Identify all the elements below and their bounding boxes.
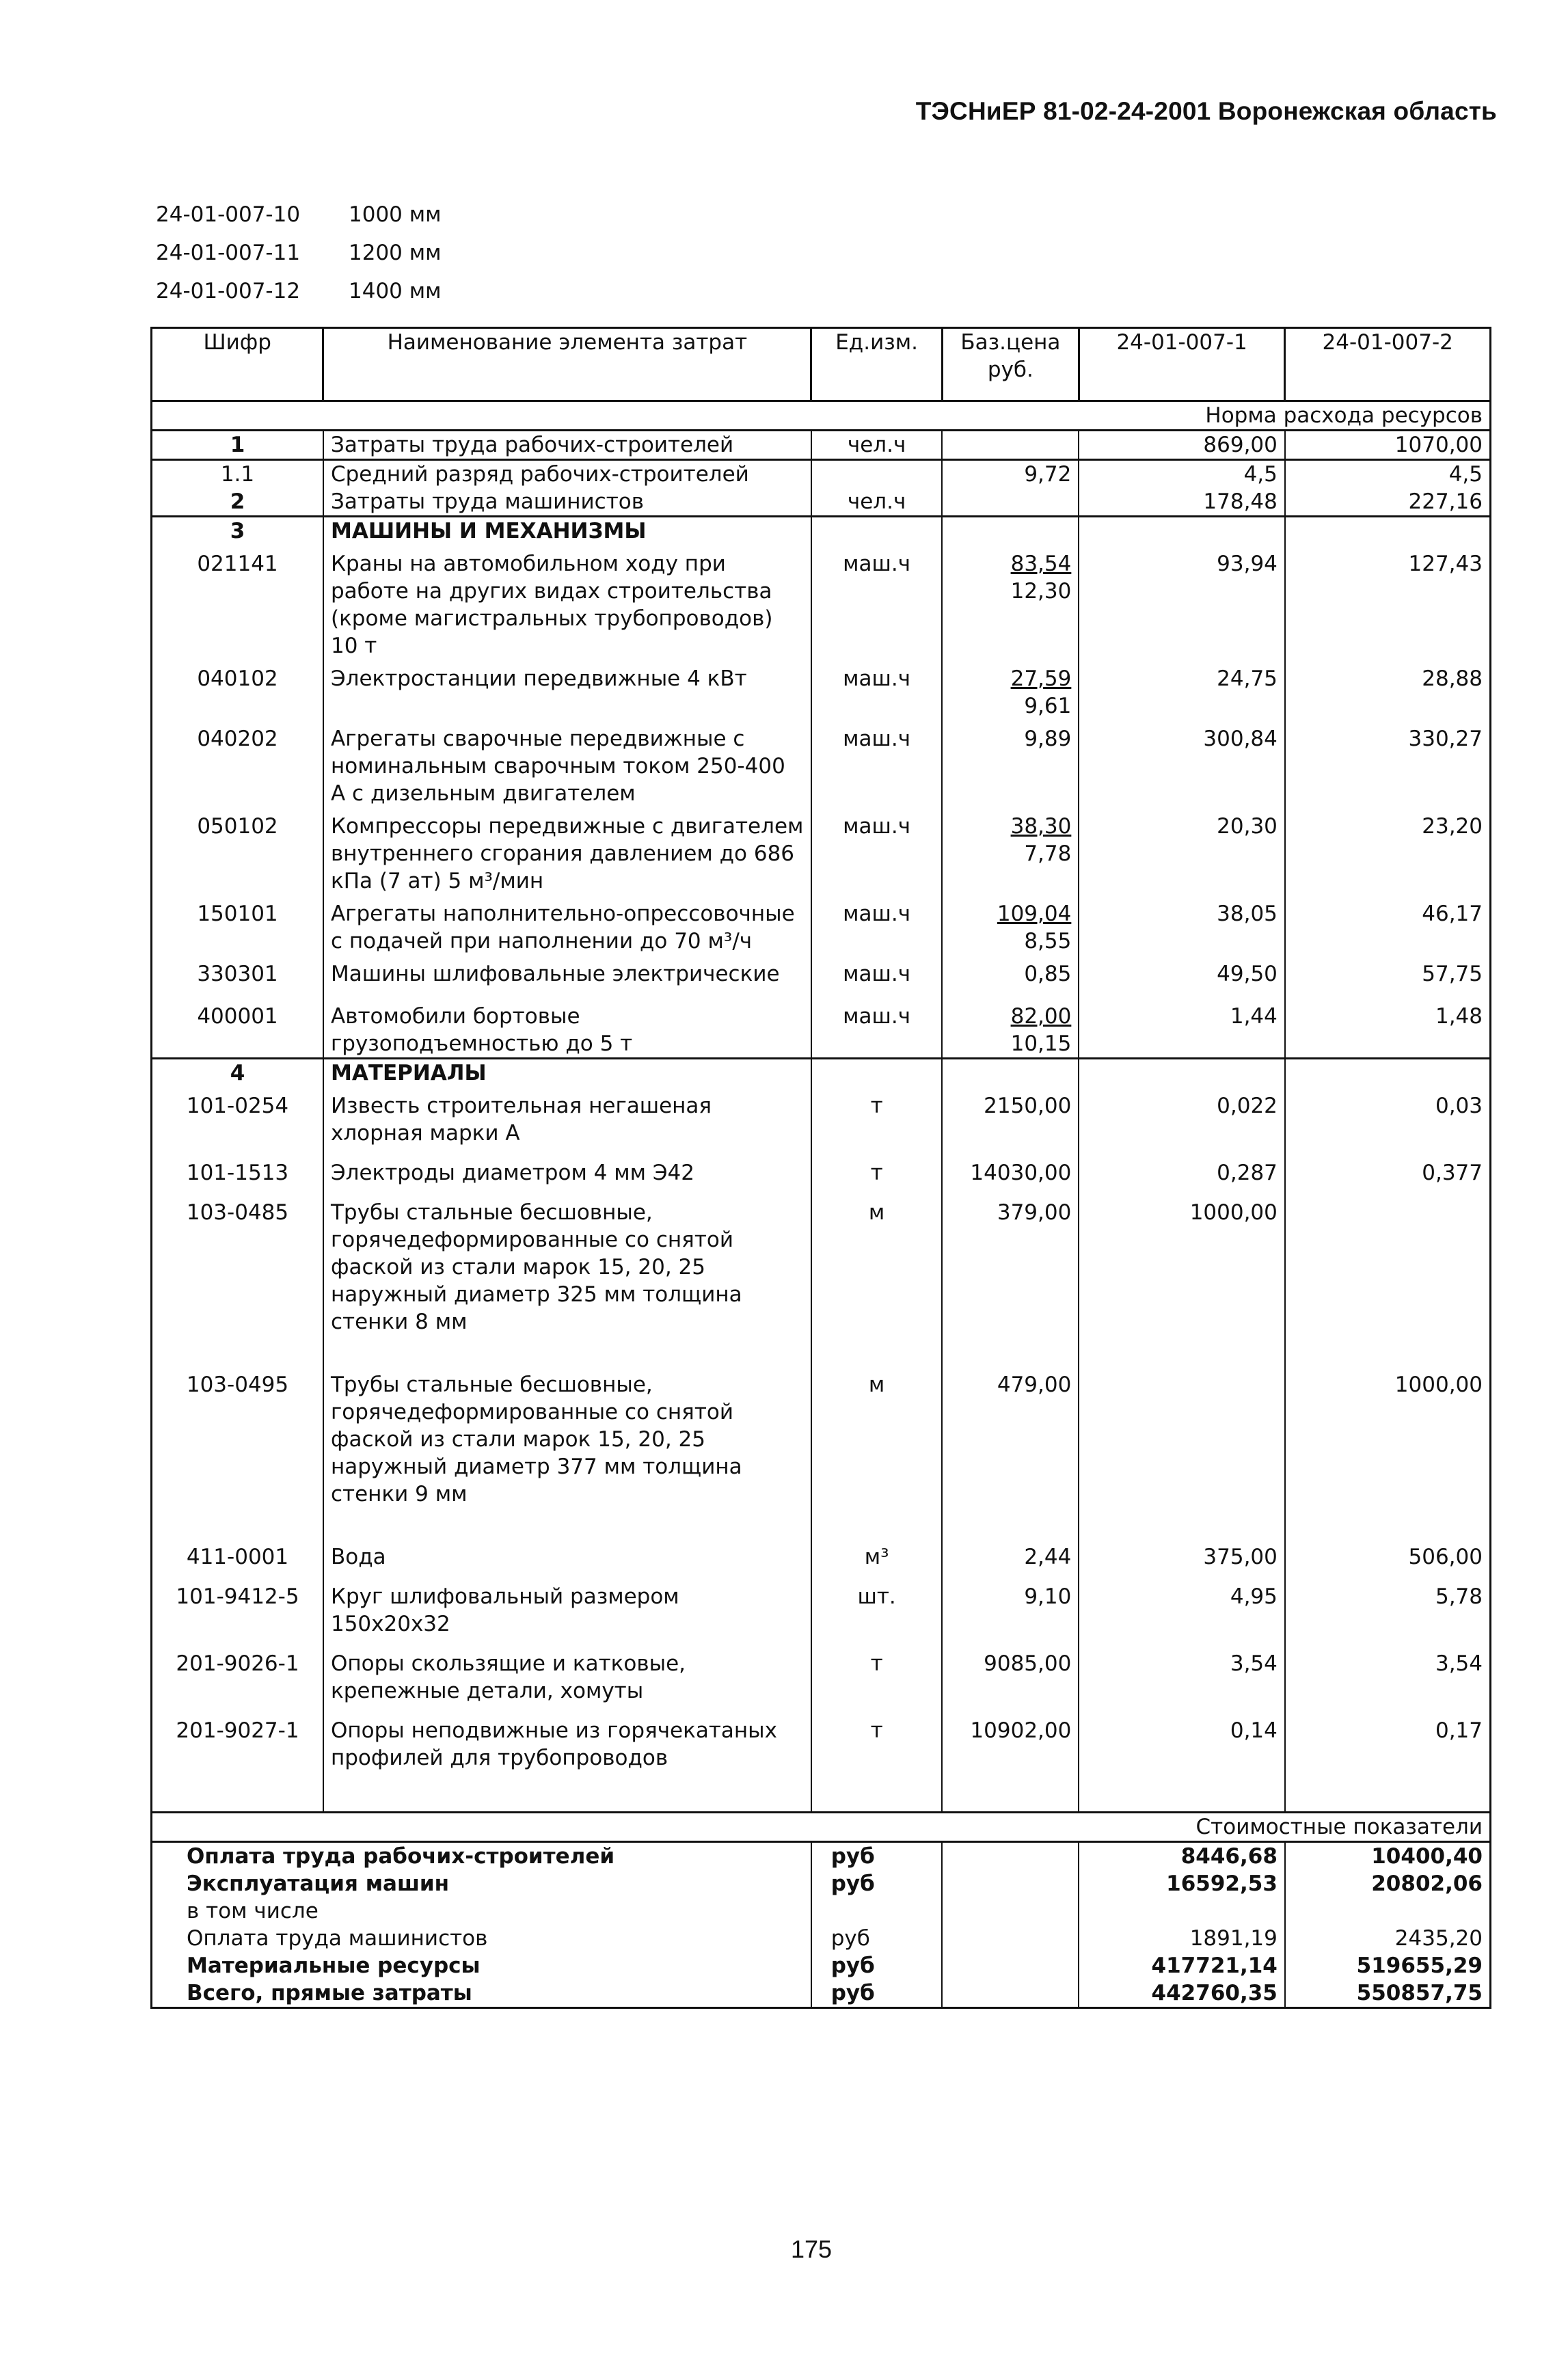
row-price <box>942 955 1079 997</box>
row-v2: 127,43 <box>1285 545 1491 660</box>
norm-section-header <box>152 401 1491 431</box>
cost-section-header <box>152 1813 1491 1842</box>
base-price: 27,59 <box>1010 666 1072 691</box>
header-v1: 24-01-007-1 <box>1079 328 1285 401</box>
header-unit: Ед.изм. <box>811 328 943 401</box>
base-price: 0,85 <box>1024 962 1072 986</box>
table-row <box>152 955 1491 997</box>
machines-section-empty <box>1079 517 1285 545</box>
row-code: 411-0001 <box>152 1538 323 1578</box>
spacer-cell <box>152 1778 323 1813</box>
cost-unit: руб <box>811 1842 943 1871</box>
cost-row <box>152 1925 1491 1952</box>
row-price <box>942 895 1079 955</box>
row-price: 379,00 <box>942 1193 1079 1366</box>
code-number: 24-01-007-12 <box>156 279 301 303</box>
table-row <box>152 1193 1491 1366</box>
row-name: Трубы стальные бесшовные, горячедеформированные со снятой фаской из стали марок 15, 20, 25 наружный диаметр 377 мм толщина стенки 9 мм <box>323 1366 811 1538</box>
cost-name: Оплата труда рабочих-строителей <box>152 1842 811 1871</box>
row-v1 <box>1079 1366 1285 1538</box>
row-price: 479,00 <box>942 1366 1079 1538</box>
row-code: 101-9412-5 <box>152 1578 323 1645</box>
row-unit: т <box>811 1087 943 1154</box>
cost-v1 <box>1079 1897 1285 1925</box>
row-v2: 0,17 <box>1285 1712 1491 1778</box>
row-unit: маш.ч <box>811 997 943 1059</box>
row-v1: 0,022 <box>1079 1087 1285 1154</box>
row-unit: м <box>811 1366 943 1538</box>
operator-wage-price: 9,61 <box>1024 694 1072 718</box>
cost-empty <box>942 1925 1079 1952</box>
materials-section <box>152 1059 1491 1087</box>
row-price <box>942 488 1079 517</box>
row-unit: шт. <box>811 1578 943 1645</box>
table-row <box>152 807 1491 895</box>
row-unit <box>811 460 943 489</box>
base-price: 38,30 <box>1010 814 1072 839</box>
code-size: 1400 мм <box>349 279 442 303</box>
row-unit: маш.ч <box>811 720 943 807</box>
row-price <box>942 660 1079 720</box>
row-v1: 178,48 <box>1079 488 1285 517</box>
row-code: 1 <box>152 431 323 460</box>
cost-v2: 550857,75 <box>1285 1979 1491 2008</box>
materials-section-empty <box>942 1059 1079 1087</box>
row-v2: 1000,00 <box>1285 1366 1491 1538</box>
row-v2: 0,03 <box>1285 1087 1491 1154</box>
row-price: 9085,00 <box>942 1645 1079 1712</box>
cost-empty <box>942 1897 1079 1925</box>
row-v2: 57,75 <box>1285 955 1491 997</box>
cost-empty <box>942 1842 1079 1871</box>
row-v2: 330,27 <box>1285 720 1491 807</box>
row-v1: 869,00 <box>1079 431 1285 460</box>
materials-section-empty <box>1079 1059 1285 1087</box>
row-price: 9,10 <box>942 1578 1079 1645</box>
row-v2: 46,17 <box>1285 895 1491 955</box>
cost-v1: 16592,53 <box>1079 1870 1285 1897</box>
row-name: Компрессоры передвижные с двигателем внутреннего сгорания давлением до 686 кПа (7 ат) 5 м³/мин <box>323 807 811 895</box>
row-v2 <box>1285 1193 1491 1366</box>
row-name: Известь строительная негашеная хлорная марки А <box>323 1087 811 1154</box>
code-number: 24-01-007-10 <box>156 202 301 227</box>
row-name: Краны на автомобильном ходу при работе на других видах строительства (кроме магистральных трубопроводов) 10 т <box>323 545 811 660</box>
operator-wage-price: 10,15 <box>1010 1031 1072 1056</box>
row-name: Машины шлифовальные электрические <box>323 955 811 997</box>
row-price <box>942 431 1079 460</box>
row-price: 10902,00 <box>942 1712 1079 1778</box>
table-row <box>152 460 1491 489</box>
row-name: Круг шлифовальный размером 150x20x32 <box>323 1578 811 1645</box>
row-code: 050102 <box>152 807 323 895</box>
row-v2: 4,5 <box>1285 460 1491 489</box>
cost-v2: 2435,20 <box>1285 1925 1491 1952</box>
row-name: Вода <box>323 1538 811 1578</box>
code-list-item <box>156 272 442 310</box>
row-v1: 24,75 <box>1079 660 1285 720</box>
row-code: 101-0254 <box>152 1087 323 1154</box>
spacer-cell <box>1079 1778 1285 1813</box>
code-list <box>156 195 442 310</box>
row-v1: 1000,00 <box>1079 1193 1285 1366</box>
row-v2: 28,88 <box>1285 660 1491 720</box>
spacer-cell <box>323 1778 811 1813</box>
base-price: 83,54 <box>1010 552 1072 576</box>
row-unit: маш.ч <box>811 660 943 720</box>
row-price: 14030,00 <box>942 1154 1079 1193</box>
cost-unit: руб <box>811 1952 943 1979</box>
row-name: Электростанции передвижные 4 кВт <box>323 660 811 720</box>
row-code: 2 <box>152 488 323 517</box>
row-v2: 0,377 <box>1285 1154 1491 1193</box>
materials-section-title: МАТЕРИАЛЫ <box>323 1059 811 1087</box>
code-size: 1000 мм <box>349 202 442 227</box>
cost-row <box>152 1952 1491 1979</box>
row-v1: 4,95 <box>1079 1578 1285 1645</box>
spacer-row <box>152 1778 1491 1813</box>
row-price <box>942 545 1079 660</box>
row-code: 330301 <box>152 955 323 997</box>
row-name: Опоры скользящие и катковые, крепежные детали, хомуты <box>323 1645 811 1712</box>
row-name: Автомобили бортовые грузоподъемностью до 5 т <box>323 997 811 1059</box>
cost-name: Всего, прямые затраты <box>152 1979 811 2008</box>
row-v2: 5,78 <box>1285 1578 1491 1645</box>
cost-row <box>152 1979 1491 2008</box>
machines-section-title: МАШИНЫ И МЕХАНИЗМЫ <box>323 517 811 545</box>
cost-unit <box>811 1897 943 1925</box>
materials-section-empty <box>811 1059 943 1087</box>
row-code: 040202 <box>152 720 323 807</box>
row-name: Агрегаты наполнительно-опрессовочные с подачей при наполнении до 70 м³/ч <box>323 895 811 955</box>
cost-v1: 8446,68 <box>1079 1842 1285 1871</box>
operator-wage-price: 7,78 <box>1024 841 1072 866</box>
base-price: 9,89 <box>1024 727 1072 751</box>
operator-wage-price: 8,55 <box>1024 929 1072 953</box>
cost-v2: 10400,40 <box>1285 1842 1491 1871</box>
cost-v2: 519655,29 <box>1285 1952 1491 1979</box>
header-name: Наименование элемента затрат <box>323 328 811 401</box>
cost-name: в том числе <box>152 1897 811 1925</box>
base-price: 82,00 <box>1010 1004 1072 1029</box>
row-code: 040102 <box>152 660 323 720</box>
row-code: 1.1 <box>152 460 323 489</box>
row-v2: 1070,00 <box>1285 431 1491 460</box>
row-unit: м³ <box>811 1538 943 1578</box>
page-number: 175 <box>790 2235 833 2263</box>
header-code: Шифр <box>152 328 323 401</box>
cost-section-header-label: Стоимостные показатели <box>152 1813 1491 1842</box>
row-unit: т <box>811 1712 943 1778</box>
row-v2: 227,16 <box>1285 488 1491 517</box>
row-v2: 1,48 <box>1285 997 1491 1059</box>
cost-row <box>152 1870 1491 1897</box>
cost-unit: руб <box>811 1870 943 1897</box>
row-unit: маш.ч <box>811 955 943 997</box>
spacer-cell <box>811 1778 943 1813</box>
row-price: 9,72 <box>942 460 1079 489</box>
row-v1: 38,05 <box>1079 895 1285 955</box>
operator-wage-price: 12,30 <box>1010 579 1072 604</box>
table-row <box>152 720 1491 807</box>
row-code: 400001 <box>152 997 323 1059</box>
row-name: Затраты труда рабочих-строителей <box>323 431 811 460</box>
table-row <box>152 1538 1491 1578</box>
table-row <box>152 1366 1491 1538</box>
row-v2: 3,54 <box>1285 1645 1491 1712</box>
table-row <box>152 431 1491 460</box>
header-v2: 24-01-007-2 <box>1285 328 1491 401</box>
row-code: 103-0495 <box>152 1366 323 1538</box>
row-v1: 93,94 <box>1079 545 1285 660</box>
machines-section <box>152 517 1491 545</box>
row-price <box>942 807 1079 895</box>
cost-v2: 20802,06 <box>1285 1870 1491 1897</box>
row-unit: чел.ч <box>811 431 943 460</box>
cost-v2 <box>1285 1897 1491 1925</box>
row-price <box>942 720 1079 807</box>
table-row <box>152 1154 1491 1193</box>
spacer-cell <box>942 1778 1079 1813</box>
machines-section-empty <box>942 517 1079 545</box>
cost-v1: 1891,19 <box>1079 1925 1285 1952</box>
row-name: Электроды диаметром 4 мм Э42 <box>323 1154 811 1193</box>
row-v2: 506,00 <box>1285 1538 1491 1578</box>
cost-row <box>152 1842 1491 1871</box>
cost-name: Материальные ресурсы <box>152 1952 811 1979</box>
machines-section-empty <box>1285 517 1491 545</box>
row-code: 150101 <box>152 895 323 955</box>
row-unit: м <box>811 1193 943 1366</box>
spacer-cell <box>1285 1778 1491 1813</box>
row-name: Опоры неподвижные из горячекатаных профилей для трубопроводов <box>323 1712 811 1778</box>
table-row <box>152 1645 1491 1712</box>
row-name: Трубы стальные бесшовные, горячедеформированные со снятой фаской из стали марок 15, 20, 25 наружный диаметр 325 мм толщина стенки 8 мм <box>323 1193 811 1366</box>
row-name: Затраты труда машинистов <box>323 488 811 517</box>
row-v1: 0,14 <box>1079 1712 1285 1778</box>
row-price: 2,44 <box>942 1538 1079 1578</box>
row-code: 103-0485 <box>152 1193 323 1366</box>
code-size: 1200 мм <box>349 241 442 265</box>
cost-unit: руб <box>811 1925 943 1952</box>
row-unit: маш.ч <box>811 545 943 660</box>
cost-name: Эксплуатация машин <box>152 1870 811 1897</box>
cost-row <box>152 1897 1491 1925</box>
code-number: 24-01-007-11 <box>156 241 301 265</box>
row-v1: 4,5 <box>1079 460 1285 489</box>
table-row <box>152 545 1491 660</box>
code-list-item <box>156 234 442 272</box>
machines-section-empty <box>811 517 943 545</box>
row-unit: т <box>811 1645 943 1712</box>
cost-empty <box>942 1952 1079 1979</box>
row-price: 2150,00 <box>942 1087 1079 1154</box>
row-v1: 375,00 <box>1079 1538 1285 1578</box>
row-v1: 49,50 <box>1079 955 1285 997</box>
cost-v1: 417721,14 <box>1079 1952 1285 1979</box>
row-price <box>942 997 1079 1059</box>
cost-v1: 442760,35 <box>1079 1979 1285 2008</box>
table-header-row <box>152 328 1491 401</box>
norm-section-header-label: Норма расхода ресурсов <box>152 401 1491 431</box>
row-name: Средний разряд рабочих-строителей <box>323 460 811 489</box>
row-unit: маш.ч <box>811 807 943 895</box>
row-v1: 3,54 <box>1079 1645 1285 1712</box>
table-row <box>152 1578 1491 1645</box>
header-price: Баз.цена руб. <box>942 328 1079 401</box>
table-row <box>152 1087 1491 1154</box>
row-unit: маш.ч <box>811 895 943 955</box>
row-code: 021141 <box>152 545 323 660</box>
row-name: Агрегаты сварочные передвижные с номинальным сварочным током 250-400 А с дизельным двигателем <box>323 720 811 807</box>
table-row <box>152 1712 1491 1778</box>
table-row <box>152 895 1491 955</box>
materials-section-empty <box>1285 1059 1491 1087</box>
row-code: 201-9027-1 <box>152 1712 323 1778</box>
machines-section-code: 3 <box>152 517 323 545</box>
table-row <box>152 660 1491 720</box>
row-code: 201-9026-1 <box>152 1645 323 1712</box>
resource-table <box>150 327 1491 2009</box>
cost-empty <box>942 1870 1079 1897</box>
cost-unit: руб <box>811 1979 943 2008</box>
materials-section-code: 4 <box>152 1059 323 1087</box>
row-v1: 1,44 <box>1079 997 1285 1059</box>
row-v1: 300,84 <box>1079 720 1285 807</box>
base-price: 109,04 <box>997 902 1072 926</box>
code-list-item <box>156 195 442 234</box>
row-code: 101-1513 <box>152 1154 323 1193</box>
table-row <box>152 997 1491 1059</box>
row-v1: 0,287 <box>1079 1154 1285 1193</box>
document-header-title: ТЭСНиЕР 81-02-24-2001 Воронежская область <box>915 97 1497 125</box>
row-v1: 20,30 <box>1079 807 1285 895</box>
row-v2: 23,20 <box>1285 807 1491 895</box>
cost-empty <box>942 1979 1079 2008</box>
table-row <box>152 488 1491 517</box>
row-unit: т <box>811 1154 943 1193</box>
row-unit: чел.ч <box>811 488 943 517</box>
cost-name: Оплата труда машинистов <box>152 1925 811 1952</box>
